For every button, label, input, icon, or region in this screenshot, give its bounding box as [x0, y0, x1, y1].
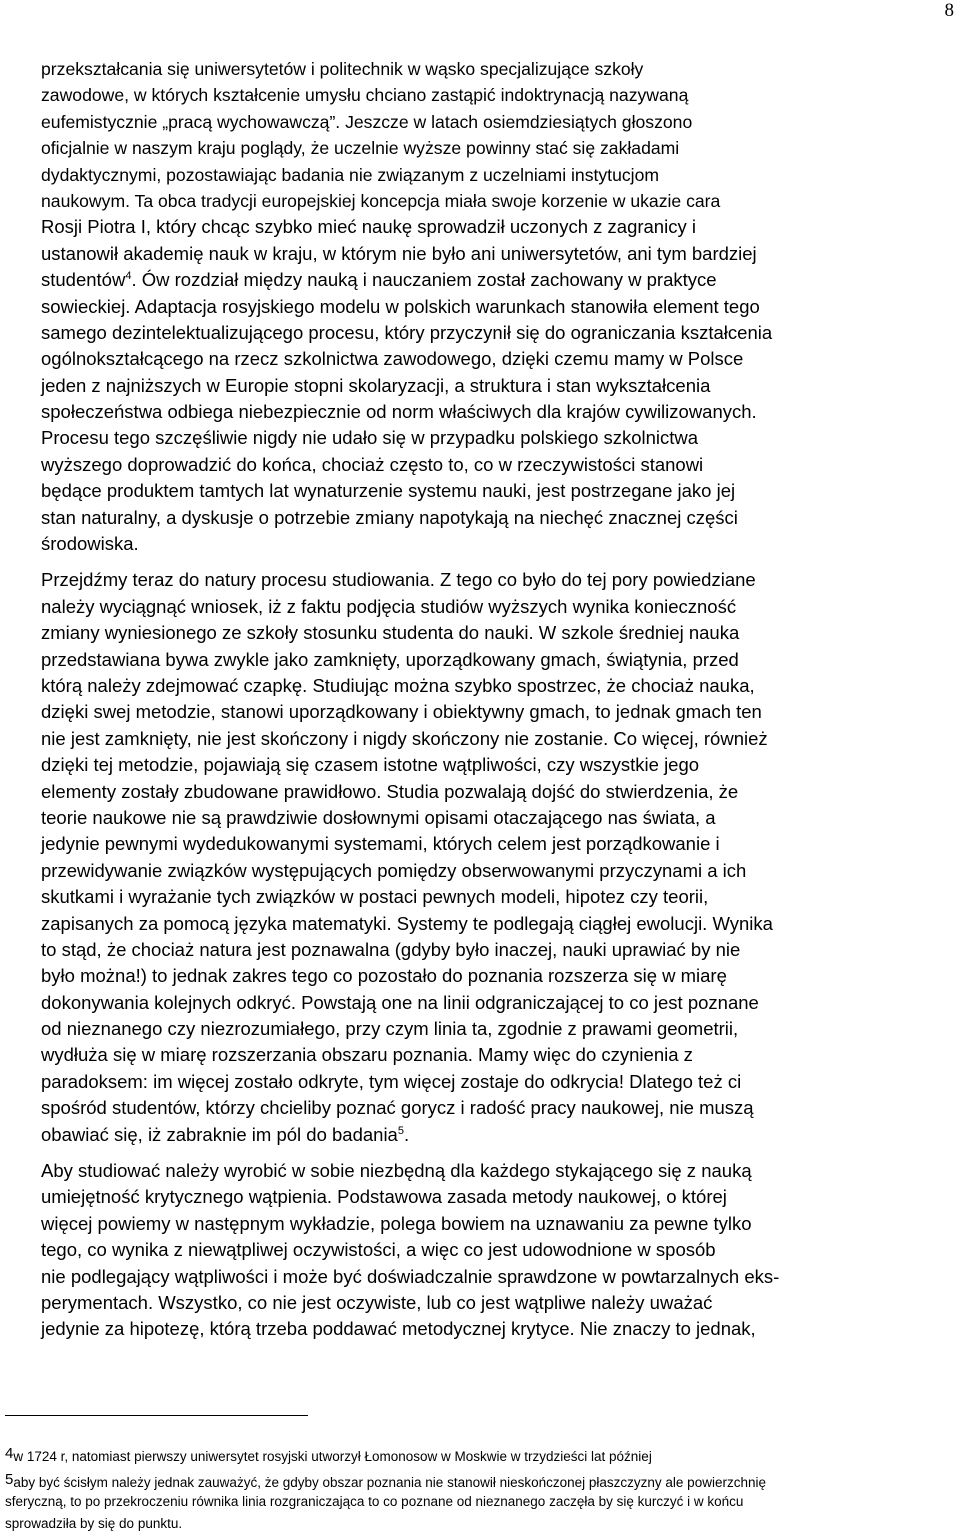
text-line: ustanowił akademię nauk w kraju, w którym nie było ani uniwersytetów, ani tym bardziej: [41, 242, 757, 264]
footnote-divider: [5, 1415, 308, 1416]
text-line: jeden z najniższych w Europie stopni skolaryzacji, a struktura i stan wykształcenia: [41, 374, 711, 396]
text-line: którą należy zdejmować czapkę. Studiując można szybko spostrzec, że chociaż nauka,: [41, 674, 755, 696]
text-line: teorie naukowe nie są prawdziwie dosłownymi opisami otaczającego nas świata, a: [41, 806, 716, 828]
paragraph-1: [41, 56, 936, 557]
text-line: oficjalnie w naszym kraju poglądy, że uczelnie wyższe powinny stać się zakładami: [41, 138, 680, 159]
text-line: zmiany wyniesionego ze szkoły stosunku studenta do nauki. W szkole średniej nauka: [41, 622, 740, 644]
text-line: to stąd, że chociaż natura jest poznawalna (gdyby było inaczej, nauki uprawiać by nie: [41, 938, 741, 960]
text-line: od nieznanego czy niezrozumiałego, przy czym linia ta, zgodnie z prawami geometrii,: [41, 1018, 739, 1040]
text-segment: .: [403, 1123, 410, 1145]
text-line: sowieckiej. Adaptacja rosyjskiego modelu w polskich warunkach stanowiła element tego: [41, 295, 760, 317]
text-line: wyższego doprowadzić do końca, chociaż często to, co w rzeczywistości stanowi: [41, 453, 704, 475]
text-segment: studentów: [41, 269, 126, 291]
text-line: więcej powiemy w następnym wykładzie, polega bowiem na uznawaniu za pewne tylko: [41, 1212, 752, 1234]
footnote-ref-5[interactable]: 5: [397, 1124, 404, 1137]
text-line: perymentach. Wszystko, co nie jest oczywiste, lub co jest wątpliwe należy uważać: [41, 1291, 713, 1313]
text-line: przewidywanie związków występujących pomiędzy obserwowanymi przyczynami a ich: [41, 859, 747, 881]
footnote-5: [5, 1469, 955, 1491]
text-line: [41, 267, 936, 293]
text-line: należy wyciągnąć wniosek, iż z faktu podjęcia studiów wyższych wynika konieczność: [41, 595, 737, 617]
text-line: było można!) to jednak zakres tego co pozostało do poznania rozszerza się w miarę: [41, 965, 727, 987]
text-line: samego dezintelektualizującego procesu, który przyczynił się do ograniczania kształcenia: [41, 321, 773, 343]
footnote-number: 4: [5, 1445, 14, 1462]
text-segment: . Ów rozdział między nauką i nauczaniem został zachowany w praktyce: [131, 269, 717, 291]
footnote-4: [5, 1443, 955, 1465]
text-line: [41, 1122, 936, 1148]
text-line: stan naturalny, a dyskusje o potrzebie zmiany napotykają na niechęć znacznej części: [41, 506, 738, 528]
text-line: eufemistycznie „pracą wychowawczą”. Jeszcze w latach osiemdziesiątych głoszono: [41, 111, 693, 132]
text-line: spośród studentów, którzy chcieliby poznać gorycz i radość pracy naukowej, nie muszą: [41, 1097, 754, 1119]
text-line: środowiska.: [41, 533, 139, 555]
text-line: będące produktem tamtych lat wynaturzenie systemu nauki, jest postrzegane jako jej: [41, 480, 736, 502]
paragraph-3: [41, 1158, 936, 1343]
text-line: zawodowe, w których kształcenie umysłu chciano zastąpić indoktrynacją nazywaną: [41, 85, 689, 106]
text-line: Przejdźmy teraz do natury procesu studiowania. Z tego co było do tej pory powiedziane: [41, 569, 756, 591]
text-line: ogólnokształcącego na rzecz szkolnictwa zawodowego, dzięki czemu mamy w Polsce: [41, 348, 744, 370]
text-line: elementy zostały zbudowane prawidłowo. Studia pozwalają dojść do stwierdzenia, że: [41, 780, 739, 802]
text-line: społeczeństwa odbiega niebezpiecznie od norm właściwych dla krajów cywilizowanych.: [41, 401, 757, 423]
footnote-5-continued: sferyczną, to po przekroczeniu równika linia rozgraniczająca to co poznane od nieznanego zaczęła by się kurczyć i w końcu: [5, 1494, 744, 1509]
page-number: 8: [944, 0, 954, 21]
text-line: przekształcania się uniwersytetów i politechnik w wąsko specjalizujące szkoły: [41, 59, 644, 79]
text-line: dydaktycznymi, pozostawiając badania nie związanym z uczelniami instytucjom: [41, 164, 660, 185]
text-line: Aby studiować należy wyrobić w sobie niezbędną dla każdego stykającego się z nauką: [41, 1160, 752, 1182]
text-line: nie podlegający wątpliwości i może być doświadczalnie sprawdzone w powtarzalnych eks-: [41, 1265, 780, 1287]
text-line: skutkami i wyrażanie tych związków w postaci pewnych modeli, hipotez czy teorii,: [41, 886, 709, 908]
text-line: Rosji Piotra I, który chcąc szybko mieć naukę sprowadził uczonych z zagranicy i: [41, 216, 696, 238]
text-line: naukowym. Ta obca tradycji europejskiej koncepcja miała swoje korzenie w ukazie cara: [41, 190, 721, 211]
text-line: paradoksem: im więcej zostało odkryte, tym więcej zostaje do odkrycia! Dlatego też ci: [41, 1070, 742, 1092]
text-line: dzięki swej metodzie, stanowi uporządkowany i obiektywny gmach, to jednak gmach ten: [41, 701, 762, 723]
text-line: nie jest zamknięty, nie jest skończony i nigdy skończony nie zostanie. Co więcej, również: [41, 727, 768, 749]
text-segment: obawiać się, iż zabraknie im pól do badania: [41, 1123, 398, 1145]
text-line: umiejętność krytycznego wątpienia. Podstawowa zasada metody naukowej, o której: [41, 1186, 727, 1208]
text-line: tego, co wynika z niewątpliwej oczywistości, a więc co jest udowodnione w sposób: [41, 1239, 716, 1261]
text-line: jedynie pewnymi wydedukowanymi systemami, których celem jest porządkowanie i: [41, 833, 720, 855]
footnote-number: 5: [5, 1471, 14, 1488]
text-line: zapisanych za pomocą języka matematyki. Systemy te podlegają ciągłej ewolucji. Wynika: [41, 912, 773, 934]
footnote-text: w 1724 r, natomiast pierwszy uniwersytet rosyjski utworzył Łomonosow w Moskwie w trzydzieści lat później: [13, 1449, 652, 1464]
text-line: Procesu tego szczęśliwie nigdy nie udało się w przypadku polskiego szkolnictwa: [41, 427, 699, 449]
paragraph-2: [41, 567, 936, 1148]
text-line: przedstawiana bywa zwykle jako zamknięty, uporządkowany gmach, świątynia, przed: [41, 648, 739, 670]
text-line: dzięki tej metodzie, pojawiają się czasem istotne wątpliwości, czy wszystkie jego: [41, 754, 700, 776]
body-text: [41, 56, 936, 1343]
footnote-ref-4[interactable]: 4: [125, 269, 132, 282]
footnote-text: aby być ścisłym należy jednak zauważyć, że gdyby obszar poznania nie stanowił nieskończonej płaszczyzny ale powierzchnię: [13, 1475, 766, 1490]
text-line: dokonywania kolejnych odkryć. Powstają one na linii odgraniczającej to co jest poznane: [41, 991, 759, 1013]
footnote-5-continued: sprowadziła by się do punktu.: [5, 1516, 183, 1531]
text-line: wydłuża się w miarę rozszerzania obszaru poznania. Mamy więc do czynienia z: [41, 1044, 693, 1066]
text-line: jedynie za hipotezę, którą trzeba poddawać metodycznej krytyce. Nie znaczy to jednak,: [41, 1318, 756, 1340]
footnotes: [5, 1443, 955, 1535]
